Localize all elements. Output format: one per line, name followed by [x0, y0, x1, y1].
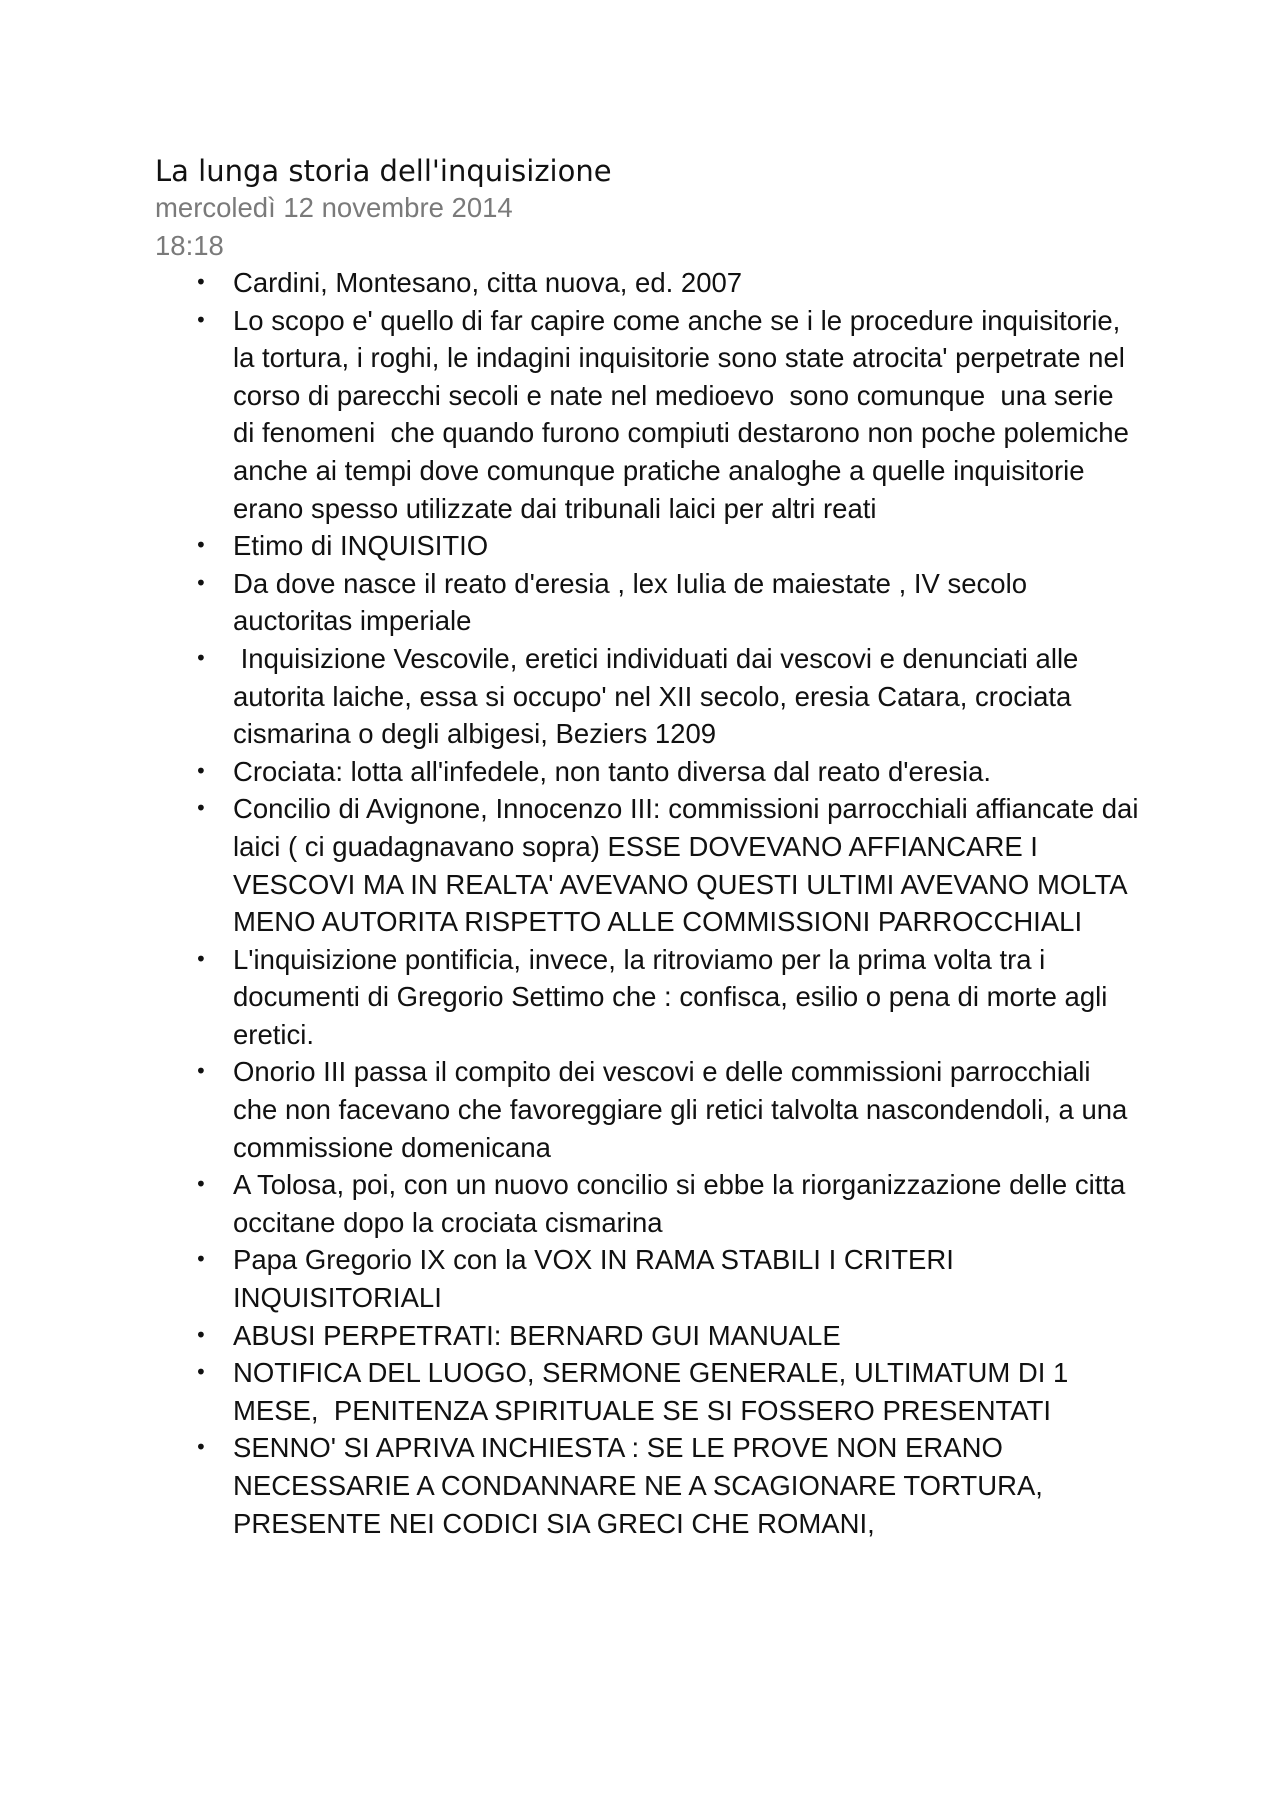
list-item — [195, 1166, 1140, 1241]
list-item-text: Onorio III passa il compito dei vescovi e delle commissioni parrocchiali che non facevano che favoreggiare gli retici talvolta nascondendoli, a una commissione domenicana — [233, 1056, 1135, 1163]
list-item — [195, 264, 1140, 302]
list-item-text: SENNO' SI APRIVA INCHIESTA : SE LE PROVE NON ERANO NECESSARIE A CONDANNARE NE A SCAGIONARE TORTURA, PRESENTE NEI CODICI SIA GRECI CHE ROMANI, — [233, 1432, 1051, 1539]
list-item — [195, 1354, 1140, 1429]
note-title: La lunga storia dell'inquisizione — [155, 154, 612, 188]
list-item-text: ABUSI PERPETRATI: BERNARD GUI MANUALE — [233, 1319, 841, 1351]
list-item — [195, 753, 1140, 791]
list-item — [195, 1317, 1140, 1355]
list-item-text: Papa Gregorio IX con la VOX IN RAMA STABILI I CRITERI INQUISITORIALI — [233, 1244, 962, 1314]
bullet-icon: • — [195, 1360, 207, 1385]
bullet-list — [195, 264, 1147, 1542]
bullet-icon: • — [195, 270, 207, 294]
list-item-text: Concilio di Avignone, Innocenzo III: commissioni parrocchiali affiancate dai laici ( ci guadagnavano sopra) ESSE DOVEVANO AFFIANCARE I VESCOVI MA IN REALTA' AVEVANO QUESTI ULTIMI AVEVANO MOLTA MENO AUTORITA RISPETTO ALLE COMMISSIONI PARROCCHIALI — [233, 793, 1147, 938]
list-item — [195, 941, 1140, 1054]
list-item — [195, 565, 1140, 640]
list-item-text: Etimo di INQUISITIO — [233, 530, 489, 562]
bullet-icon: • — [195, 570, 207, 595]
bullet-icon: • — [195, 796, 207, 821]
bullet-icon: • — [195, 1435, 207, 1460]
list-item — [195, 527, 1140, 565]
list-item — [195, 1429, 1140, 1542]
list-item — [195, 640, 1140, 753]
bullet-icon: • — [195, 307, 207, 332]
bullet-icon: • — [195, 1172, 207, 1197]
list-item — [195, 790, 1147, 940]
bullet-icon: • — [195, 1322, 207, 1347]
list-item-text: L'inquisizione pontificia, invece, la ritroviamo per la prima volta tra i documenti di Gregorio Settimo che : confisca, esilio o pena di morte agli eretici. — [233, 943, 1115, 1050]
bullet-icon: • — [195, 758, 207, 783]
note-time: 18:18 — [155, 230, 224, 261]
bullet-icon: • — [195, 645, 207, 670]
list-item-text: Inquisizione Vescovile, eretici individuati dai vescovi e denunciati alle autorita laiche, essa si occupo' nel XII secolo, eresia Catara, crociata cismarina o degli albigesi, Beziers 1209 — [233, 642, 1086, 750]
list-item-text: NOTIFICA DEL LUOGO, SERMONE GENERALE, ULTIMATUM DI 1 MESE, PENITENZA SPIRITUALE SE SI FOSSERO PRESENTATI — [233, 1357, 1076, 1426]
list-item — [195, 302, 1140, 528]
bullet-icon: • — [195, 1059, 207, 1084]
bullet-icon: • — [195, 533, 207, 558]
bullet-icon: • — [195, 946, 207, 971]
bullet-icon: • — [195, 1247, 207, 1272]
list-item-text: Da dove nasce il reato d'eresia , lex Iulia de maiestate , IV secolo auctoritas imperiale — [233, 567, 1035, 637]
list-item-text: Cardini, Montesano, citta nuova, ed. 2007 — [233, 267, 743, 298]
list-item — [195, 1053, 1140, 1166]
list-item-text: Crociata: lotta all'infedele, non tanto diversa dal reato d'eresia. — [233, 755, 992, 787]
note-date: mercoledì 12 novembre 2014 — [155, 192, 513, 223]
list-item-text: Lo scopo e' quello di far capire come anche se i le procedure inquisitorie, la tortura, i roghi, le indagini inquisitorie sono state atrocita' perpetrate nel corso di parecchi secoli e nate nel medioevo sono comunque una serie di fenomeni che quando furono compiuti destarono non poche polemiche anche ai tempi dove comunque pratiche analoghe a quelle inquisitorie erano spesso utilizzate dai tribunali laici per altri reati — [233, 304, 1137, 524]
list-item-text: A Tolosa, poi, con un nuovo concilio si ebbe la riorganizzazione delle citta occitane dopo la crociata cismarina — [233, 1169, 1133, 1238]
list-item — [195, 1241, 1140, 1316]
